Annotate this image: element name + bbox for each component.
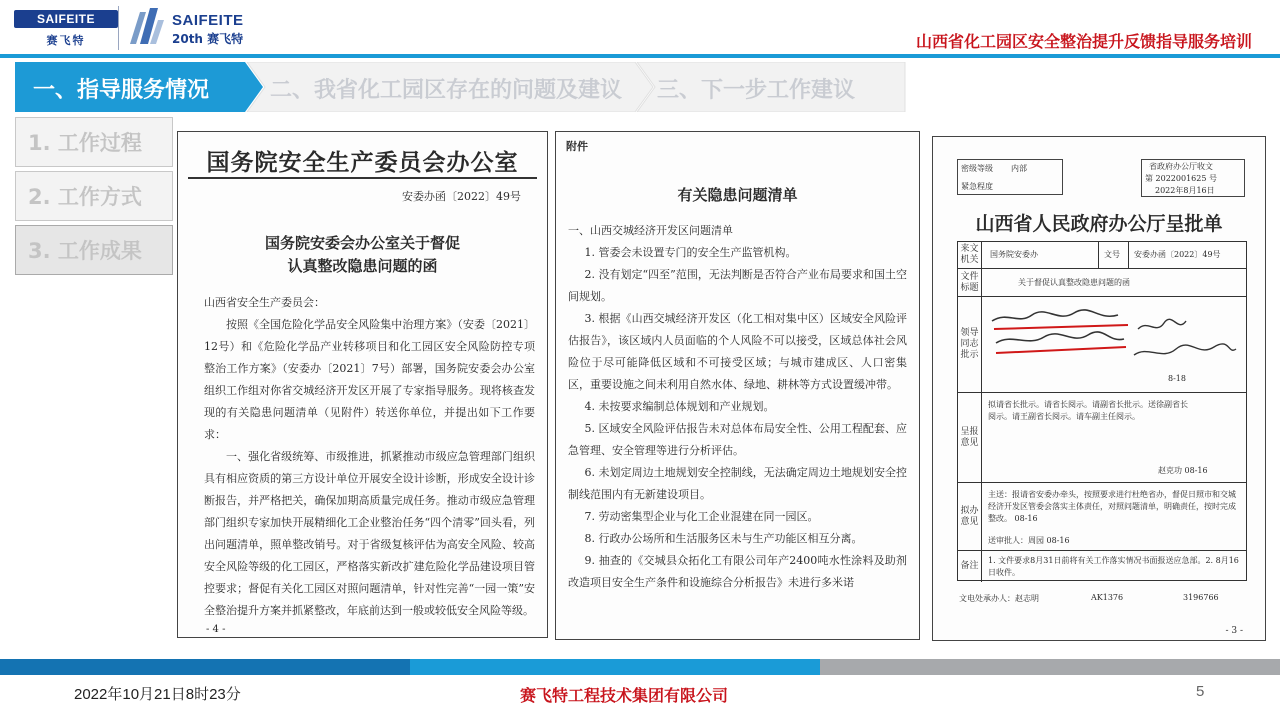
side-menu — [15, 117, 173, 279]
doc3-opinion-label: 拟办意见 — [958, 483, 982, 550]
doc2-list-item: 9. 抽查的《交城县众拓化工有限公司年产2400吨水性涂料及助剂改造项目安全生产条件和设施综合分析报告》未进行多米诺 — [568, 554, 907, 589]
document-approval-form — [932, 136, 1266, 641]
doc1-header: 国务院安全生产委员会办公室 — [206, 149, 519, 176]
document-state-council-letter — [177, 131, 548, 638]
side-item-work-method[interactable]: 2. 工作方式 — [15, 171, 173, 221]
doc1-number: 安委办函〔2022〕49号 — [402, 190, 521, 203]
doc3-submit-label: 呈报意见 — [958, 393, 982, 482]
doc3-security-label: 密级等级 — [961, 164, 993, 173]
doc2-list-item: 8. 行政办公场所和生活服务区未与生产功能区相互分离。 — [584, 532, 863, 545]
doc3-page-number: - 3 - — [1225, 626, 1243, 636]
doc2-list-item: 2. 没有划定“四至”范围，无法判断是否符合产业布局要求和国土空间规划。 — [568, 268, 907, 303]
doc3-note-label: 备注 — [958, 551, 982, 582]
doc3-opinion-signature: 送审批人：周园 08-16 — [988, 536, 1070, 545]
anniversary-logo — [124, 4, 258, 52]
doc2-list-item: 5. 区域安全风险评估报告未对总体布局安全性、公用工程配套、应急管理、安全管理等进行分析评估。 — [568, 422, 907, 457]
footer-date: 2022年10月21日8时23分 — [74, 686, 241, 703]
doc2-list-item: 3. 根据《山西交城经济开发区（化工相对集中区）区域安全风险评估报告》，该区域内人员面临的个人风险不可以接受，区域总体社会风险位于尽可能降低区域和不可接受区域；与城市建成区、人口密集区，重要设施之间未利用自然水体、绿地、耕林等方式设置缓冲带。 — [568, 312, 907, 391]
doc1-page-number: - 4 - — [206, 624, 226, 635]
doc3-origin-value: 国务院安委办 — [990, 250, 1038, 259]
doc1-paragraph: 一、强化省级统筹、市级推进，抓紧推动市级应急管理部门组织具有相应资质的第三方设计单位开展安全设计诊断，形成安全设计诊断报告，并严格把关，确保加期高质量完成任务。推动市级应急管理部门组织专家加快开展精细化工企业整治任务“四个清零”回头看，列出问题清单，照单整改销号。对于省级复核评估为高安全风险、较高安全风险等级的化工园区，严格落实新改扩建危险化学品建设项目管控要求；督促有关化工园区对照问题清单，针对性完善“一园一策”安全整治提升方案并抓紧整改，年底前达到一般或较低安全风险等级。 — [204, 450, 535, 617]
doc3-title-value: 关于督促认真整改隐患问题的函 — [1018, 278, 1130, 287]
footer-company: 赛飞特工程技术集团有限公司 — [520, 686, 729, 705]
step-tab-next-steps[interactable]: 三、下一步工作建议 — [657, 78, 856, 103]
doc3-security-value: 内部 — [1011, 164, 1027, 173]
footer-bar-gray — [820, 659, 1280, 675]
doc3-receipt-label: 省政府办公厅收文 — [1149, 162, 1213, 171]
handwritten-signature-icon — [988, 303, 1238, 389]
doc3-form-table — [957, 241, 1247, 581]
doc3-submit-signature: 赵克功 08-16 — [1158, 466, 1208, 475]
side-item-work-results[interactable]: 3. 工作成果 — [15, 225, 173, 275]
footer-bar-dark — [0, 659, 410, 675]
doc3-row-opinion — [958, 482, 1246, 550]
doc3-receipt-number: 第 2022001625 号 — [1145, 174, 1217, 183]
saifeite-logo — [14, 8, 118, 48]
doc3-row-title — [958, 268, 1246, 296]
doc2-body — [568, 220, 907, 594]
doc1-title-line2: 认真整改隐患问题的函 — [287, 257, 438, 275]
document-hazard-list — [555, 131, 920, 640]
doc2-section-heading: 一、山西交城经济开发区问题清单 — [568, 224, 733, 237]
doc3-title: 山西省人民政府办公厅呈批单 — [975, 213, 1223, 235]
doc1-body — [204, 292, 535, 622]
doc1-title — [178, 232, 547, 278]
footer-bar-light — [410, 659, 820, 675]
doc3-leader-date: 8-18 — [1168, 374, 1186, 383]
doc3-origin-label: 来文机关 — [958, 242, 982, 268]
doc3-row-note — [958, 550, 1246, 582]
side-item-work-process[interactable]: 1. 工作过程 — [15, 117, 173, 167]
doc3-contact: 文电处承办人：赵志明 — [959, 594, 1039, 603]
doc3-note-value: 1. 文件要求8月31日前将有关工作落实情况书面报送应急部。2. 8月16日收件。 — [988, 556, 1239, 577]
doc3-opinion-value: 主送：报请省安委办牵头，按照要求进行杜绝省办，督促日照市和交城经济开发区管委会落实主体责任，对照问题清单，明确责任，按时完成整改。 08-16 — [988, 490, 1236, 523]
doc2-title: 有关隐患问题清单 — [677, 186, 798, 204]
doc1-header-rule — [188, 177, 537, 179]
doc2-list-item: 1. 管委会未设置专门的安全生产监管机构。 — [584, 246, 797, 259]
footer-page-number: 5 — [1196, 683, 1205, 700]
logo-divider — [118, 6, 119, 50]
doc3-phone-b: 3196766 — [1183, 593, 1219, 602]
doc3-urgency-label: 紧急程度 — [961, 182, 993, 191]
slide-header-title: 山西省化工园区安全整治提升反馈指导服务培训 — [915, 32, 1252, 51]
anniversary-sub-text: 20th 赛飞特 — [172, 32, 244, 46]
doc2-list-item: 6. 未划定周边土地规划安全控制线，无法确定周边土地规划安全控制线范围内有无新建设项目。 — [568, 466, 907, 501]
doc2-attachment-label: 附件 — [566, 140, 588, 153]
doc3-submit-value: 拟请省长批示。请省长阅示。请副省长批示。送徐副省长阅示。请王副省长阅示。请车副主任阅示。 — [988, 400, 1188, 421]
step-navigation — [15, 62, 915, 112]
doc3-phone-a: AK1376 — [1091, 593, 1124, 602]
doc3-row-leader — [958, 296, 1246, 392]
doc3-leader-label: 领导同志批示 — [958, 297, 982, 392]
doc3-title-label: 文件标题 — [958, 269, 982, 296]
step-tab-guidance-service[interactable]: 一、指导服务情况 — [33, 78, 210, 103]
doc3-docno-label: 文号 — [1104, 250, 1120, 259]
header-divider — [0, 54, 1280, 58]
doc1-paragraph: 按照《全国危险化学品安全风险集中治理方案》（安委〔2021〕12号）和《危险化学品产业转移项目和化工园区安全风险防控专项整治工作方案》（安委办〔2021〕7号）部署，国务院安委会办公室组织工作组对你省交城经济开发区开展了专家指导服务。现将核查发现的有关隐患问题清单（见附件）转送你单位，并提出如下工作要求： — [204, 318, 535, 441]
doc3-receipt-date: 2022年8月16日 — [1155, 186, 1215, 195]
anniversary-brand-text: SAIFEITE — [172, 12, 244, 29]
doc3-docno-value: 安委办函〔2022〕49号 — [1134, 250, 1221, 259]
step-tab-problems-suggestions[interactable]: 二、我省化工园区存在的问题及建议 — [270, 78, 623, 103]
doc1-addressee: 山西省安全生产委员会： — [204, 296, 325, 309]
logo-cn-text: 赛飞特 — [46, 34, 86, 47]
doc2-list-item: 7. 劳动密集型企业与化工企业混建在同一园区。 — [584, 510, 819, 523]
doc3-row-origin — [958, 242, 1246, 268]
doc2-list-item: 4. 未按要求编制总体规划和产业规划。 — [584, 400, 775, 413]
logo-brand-text: SAIFEITE — [14, 10, 118, 28]
doc3-row-submit — [958, 392, 1246, 482]
anniversary-mark-icon — [126, 4, 166, 50]
doc1-title-line1: 国务院安委会办公室关于督促 — [264, 234, 460, 252]
